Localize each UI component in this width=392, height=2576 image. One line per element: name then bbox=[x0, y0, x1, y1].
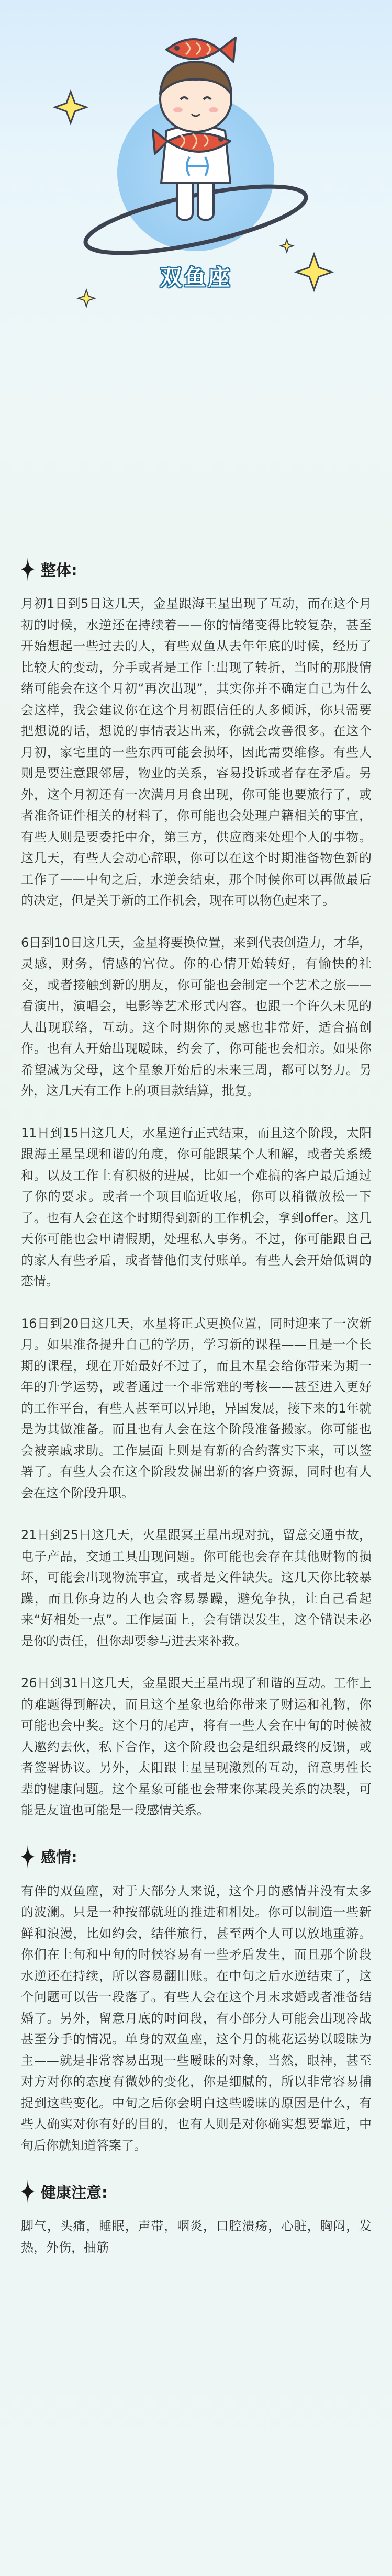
sparkle-right-icon bbox=[281, 240, 293, 252]
health-paragraph: 脚气，头痛，睡眠，声带，咽炎，口腔溃疡，心脏，胸闷，发热，外伤，抽筋 bbox=[21, 2219, 372, 2255]
pisces-illustration bbox=[0, 0, 392, 398]
overall-paragraph-2: 6日到10日这几天，金星将要换位置，来到代表创造力，才华，灵感，财务，情感的宫位。你的心情开始转好，有愉快的社交，或者接触到新的朋友，你可能也会制定一个艺术之旅——看演出，演唱会，电影等艺术形式内容。也跟一个许久未见的人出现联络，互动。这个时期你的灵感也非常好，适合搞创作。也有人开始出现暧昧，约会了，你可能也会相亲。如果你希望减为父母，这个星象开始后的未来三周，都可以努力。另外，这几天有工作上的项目款结算，批复。 bbox=[21, 935, 372, 1098]
diamond-sparkle-icon bbox=[21, 2179, 35, 2204]
section-heading bbox=[21, 2177, 372, 2206]
section-overall bbox=[21, 555, 372, 1821]
sparkle-left-icon bbox=[78, 290, 95, 307]
section-title-emotion: 感情: bbox=[41, 1848, 77, 1866]
diamond-sparkle-icon bbox=[21, 1845, 35, 1869]
emotion-paragraph: 有伴的双鱼座，对于大部分人来说，这个月的感情并没有太多的波澜。只是一种按部就班的推进和相处。你可以制造一些新鲜和浪漫，比如约会，结伴旅行，甚至两个人可以放地重游。你们在上旬和中旬的时候容易有一些矛盾发生，而且那个阶段水逆还在持续，所以容易翻旧账。在中旬之后水逆结束了，这个问题可以告一段落了。有些人会在这个月末求婚或者准备结婚了。另外，留意月底的时间段，有小部分人可能会出现冷战甚至分手的情况。单身的双鱼座，这个月的桃花运势以暧昧为主——就是非常容易出现一些暧昧的对象，当然，眼神，甚至对方对你的态度有微妙的变化，你是细腻的，所以非常容易捕捉到这些变化。中旬之后你会明白这些暧昧的原因是什么，有些人确实对你有好的目的，也有人则是对你确实想要靠近，中旬后你就知道答案了。 bbox=[21, 1883, 372, 2153]
overall-paragraph-4: 16日到20日这几天，水星将正式更换位置，同时迎来了一次新月。如果准备提升自己的学历，学习新的课程——且是一个长期的课程，现在开始最好不过了，而且木星会给你带来为期一年的升学运势，或者通过一个非常难的考核——甚至进入更好的工作平台，有些人甚至可以异地，异国发展，接下来的1年就是为其做准备。而且也有人会在这个阶段准备搬家。你可能也会被亲戚求助。工作层面上则是有新的合约落实下来，可以签署了。有些人会在这个阶段发掘出新的客户资源，同时也有人会在这个阶段升职。 bbox=[21, 1316, 372, 1500]
section-title-health: 健康注意: bbox=[41, 2183, 108, 2201]
section-health bbox=[21, 2177, 372, 2258]
hero-banner bbox=[0, 0, 392, 398]
section-title-overall: 整体: bbox=[41, 561, 77, 579]
section-emotion bbox=[21, 1842, 372, 2156]
page-title: 双鱼座 bbox=[160, 265, 232, 290]
overall-paragraph-3: 11日到15日这几天，水星逆行正式结束，而且这个阶段，太阳跟海王星呈现和谐的角度，你可能跟某个人和解，或者关系缓和。以及工作上有积极的进展，比如一个难搞的客户最后通过了你的要求。或者一个项目临近收尾，你可以稍微放松一下了。也有人会在这个时期得到新的工作机会，拿到offer。这几天你可能也会申请假期，处理私人事务。不过，你可能跟自己的家人有些矛盾，或者替他们支付账单。有些人会开始低调的恋情。 bbox=[21, 1125, 372, 1289]
overall-paragraph-1: 月初1日到5日这几天，金星跟海王星出现了互动，而在这个月初的时候，水逆还在持续着——你的情绪变得比较复杂，甚至开始想起一些过去的人，有些双鱼从去年年底的时候，经历了比较大的变动，分手或者是工作上出现了转折，当时的那股情绪可能会在这个月初“再次出现”，其实你并不确定自己为什么会这样，我会建议你在这个月初跟信任的人多倾诉，你只需要把想说的话，想说的事情表达出来，你就会改善很多。在这个月初，家宅里的一些东西可能会损坏，因此需要维修。有些人则是要注意跟邻居，物业的关系，容易投诉或者存在矛盾。另外，这个月初还有一次满月月食出现，你可能也要旅行了，或者准备证件相关的材料了，你可能也会处理户籍相关的事宜，有些人则是要委托中介，第三方，供应商来处理个人的事物。这几天，有些人会动心辞职，你可以在这个时期准备物色新的工作了——中旬之后，水逆会结束，那个时候你可以再做最后的决定，但是关于新的工作机会，现在可以物色起来了。 bbox=[21, 596, 372, 908]
section-heading bbox=[21, 1842, 372, 1871]
horoscope-content bbox=[21, 555, 372, 2279]
section-heading bbox=[21, 555, 372, 584]
star-left-icon bbox=[55, 92, 86, 123]
overall-paragraph-6: 26日到31日这几天，金星跟天王星出现了和谐的互动。工作上的难题得到解决，而且这个星象也给你带来了财运和礼物，你可能也会中奖。这个月的尾声，将有一些人会在中旬的时候被人邀约去伙，私下合作，这个阶段也会是组织最终的反馈，或者签署协议。另外，太阳跟土星呈现激烈的互动，留意男性长辈的健康问题。这个星象可能也会带来你某段关系的决裂，可能是友谊也可能是一段感情关系。 bbox=[21, 1676, 372, 1817]
diamond-sparkle-icon bbox=[21, 557, 35, 581]
overall-paragraph-5: 21日到25日这几天，火星跟冥王星出现对抗，留意交通事故，电子产品，交通工具出现问题。你可能也会存在其他财物的损坏，可能会出现物流事宜，或者是文件缺失。这几天你比较暴躁，而且你身边的人也会容易暴躁，避免争执，让自己看起来“好相处一点”。工作层面上，会有错误发生，这个错误未必是你的责任，但你却要参与进去来补救。 bbox=[21, 1528, 372, 1648]
